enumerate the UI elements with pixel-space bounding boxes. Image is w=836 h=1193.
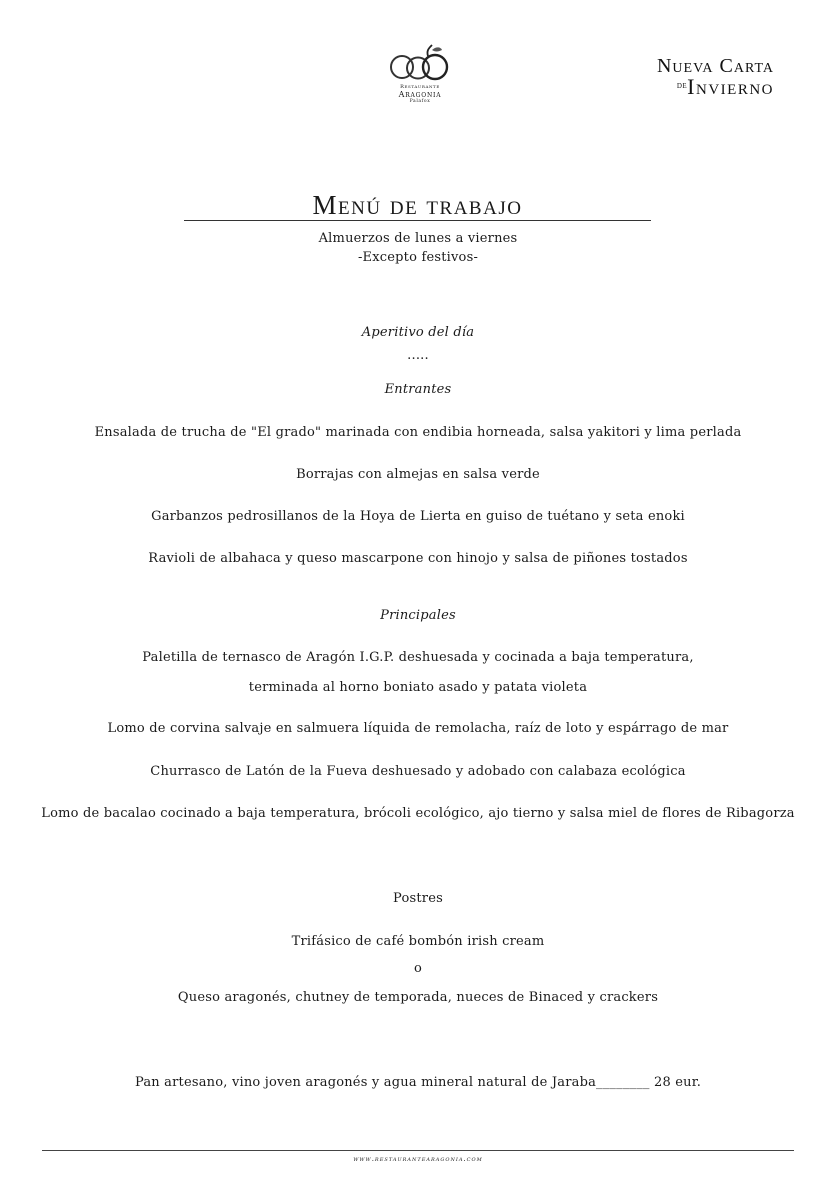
carta-invierno: Invierno (687, 74, 774, 99)
principal-item: Paletilla de ternasco de Aragón I.G.P. deshuesada y cocinada a baja temperatura, (142, 650, 694, 665)
entrante-item: Borrajas con almejas en salsa verde (296, 467, 540, 482)
postre-or: o (413, 961, 423, 976)
entrante-item: Garbanzos pedrosillanos de la Hoya de Lierta en guiso de tuétano y seta enoki (151, 509, 685, 524)
logo-name-text: Aragonia (398, 90, 442, 99)
principales-heading: Principales (380, 608, 456, 623)
aperitivo-heading: Aperitivo del día (361, 325, 475, 340)
principal-item: Churrasco de Latón de la Fueva deshuesado y adobado con calabaza ecológica (150, 764, 686, 779)
subtitle-almuerzos: Almuerzos de lunes a viernes (318, 231, 518, 246)
logo-palafox-text: Palafox (409, 99, 431, 104)
price-line: Pan artesano, vino joven aragonés y agua mineral natural de Jaraba________ 28 eur. (134, 1075, 702, 1090)
principal-item: Lomo de bacalao cocinado a baja temperatura, brócoli ecológico, ajo tierno y salsa miel de flores de Ribagorza (41, 806, 795, 821)
carta-line2 (657, 76, 774, 100)
logo-restaurante-text: Restaurante (400, 84, 440, 90)
carta-de: de (676, 80, 688, 91)
apple-logo-icon (388, 44, 452, 84)
restaurant-logo (378, 44, 462, 104)
subtitle-excepto-festivos: -Excepto festivos- (357, 250, 479, 265)
principal-item-continued: terminada al horno boniato asado y patata violeta (248, 680, 588, 695)
postre-item: Queso aragonés, chutney de temporada, nueces de Binaced y crackers (177, 990, 659, 1005)
nueva-carta-invierno-label (657, 56, 774, 100)
principal-item: Lomo de corvina salvaje en salmuera líquida de remolacha, raíz de loto y espárrago de mar (107, 721, 729, 736)
separator-dots: ..... (407, 348, 429, 363)
footer-website: www.restaurantearagonia.com (353, 1155, 483, 1163)
entrante-item: Ravioli de albahaca y queso mascarpone con hinojo y salsa de piñones tostados (148, 551, 688, 566)
menu-title: Menú de trabajo (184, 190, 651, 221)
postres-heading: Postres (393, 891, 443, 906)
postre-item: Trifásico de café bombón irish cream (291, 934, 545, 949)
entrantes-heading: Entrantes (384, 382, 452, 397)
entrante-item: Ensalada de trucha de "El grado" marinada con endibia horneada, salsa yakitori y lima perlada (94, 425, 742, 440)
carta-line1: Nueva Carta (656, 55, 774, 77)
footer-divider (42, 1150, 794, 1151)
